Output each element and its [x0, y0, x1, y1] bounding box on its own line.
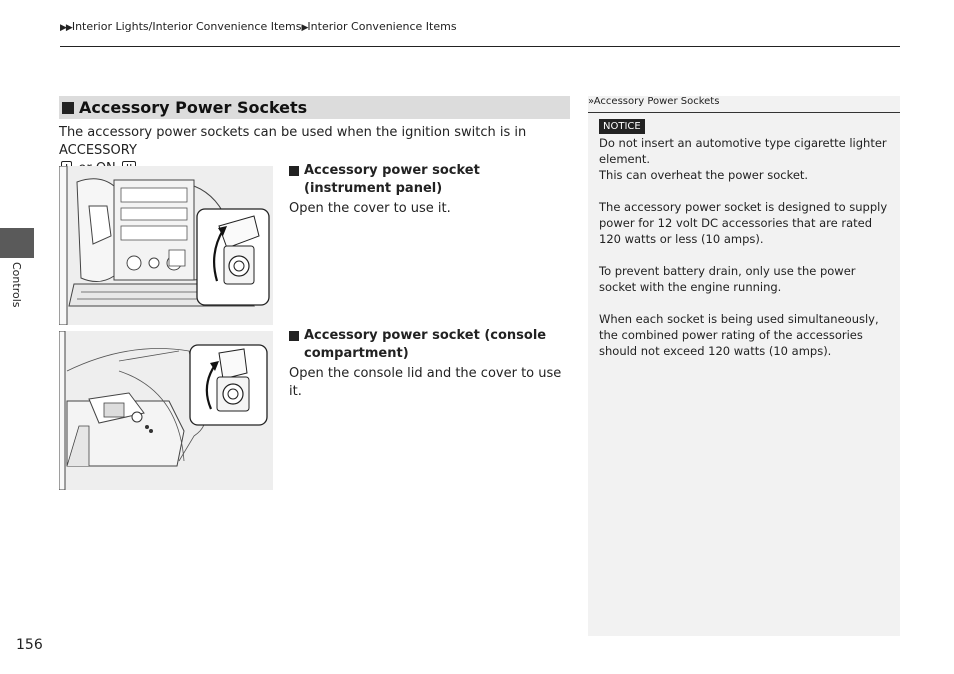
sidebar-line: This can overheat the power socket.	[599, 168, 809, 182]
section-title-bar	[59, 96, 570, 119]
notice-badge: NOTICE	[599, 119, 645, 134]
breadcrumb-item[interactable]: Interior Convenience Items	[307, 20, 457, 33]
breadcrumb-item[interactable]: Interior Lights/Interior Convenience Items	[71, 20, 302, 33]
subsection-instrument-panel	[289, 162, 569, 218]
sidebar-line: The accessory power socket is designed to supply power for 12 volt DC accessories that are rated 120 watts or less (10 amps).	[599, 200, 888, 246]
breadcrumb-separator-icon: ▶	[301, 23, 308, 33]
chapter-label: Controls	[10, 262, 23, 308]
sidebar-paragraphs	[599, 135, 891, 375]
sidebar-notes	[588, 96, 900, 636]
breadcrumb	[60, 20, 457, 33]
sidebar-reference[interactable]	[588, 96, 719, 107]
header-rule	[60, 46, 900, 47]
subsection-heading: Accessory power socket (console compartment)	[304, 328, 547, 361]
square-bullet-icon	[289, 166, 299, 176]
sidebar-rule	[588, 112, 900, 113]
sidebar-paragraph	[599, 135, 891, 183]
sidebar-reference-title: Accessory Power Sockets	[593, 96, 720, 107]
console-compartment-drawing	[59, 331, 273, 490]
sidebar-paragraph	[599, 311, 891, 359]
intro-text: The accessory power sockets can be used when the ignition switch is in ACCESSORY	[59, 125, 527, 158]
sidebar-line: To prevent battery drain, only use the power socket with the engine running.	[599, 264, 856, 294]
subsection-console-compartment	[289, 327, 569, 401]
instrument-panel-drawing	[59, 166, 273, 325]
sidebar-paragraph	[599, 263, 891, 295]
sidebar-paragraph	[599, 199, 891, 247]
square-bullet-icon	[289, 331, 299, 341]
breadcrumb-arrow-icon: ▶▶	[60, 23, 72, 33]
reference-arrow-icon: »	[588, 96, 594, 107]
square-bullet-icon	[62, 102, 74, 114]
sidebar-line: Do not insert an automotive type cigarette lighter element.	[599, 136, 887, 166]
subsection-body: Open the console lid and the cover to use it.	[289, 366, 562, 399]
subsection-heading: Accessory power socket (instrument panel)	[304, 163, 480, 196]
sidebar-line: When each socket is being used simultaneously, the combined power rating of the accessories should not exceed 120 watts (10 amps).	[599, 312, 879, 358]
console-compartment-illustration	[59, 331, 273, 490]
page-number: 156	[16, 637, 43, 653]
chapter-tab	[0, 228, 34, 258]
instrument-panel-illustration	[59, 166, 273, 325]
subsection-body: Open the cover to use it.	[289, 201, 451, 216]
section-title: Accessory Power Sockets	[79, 98, 308, 117]
